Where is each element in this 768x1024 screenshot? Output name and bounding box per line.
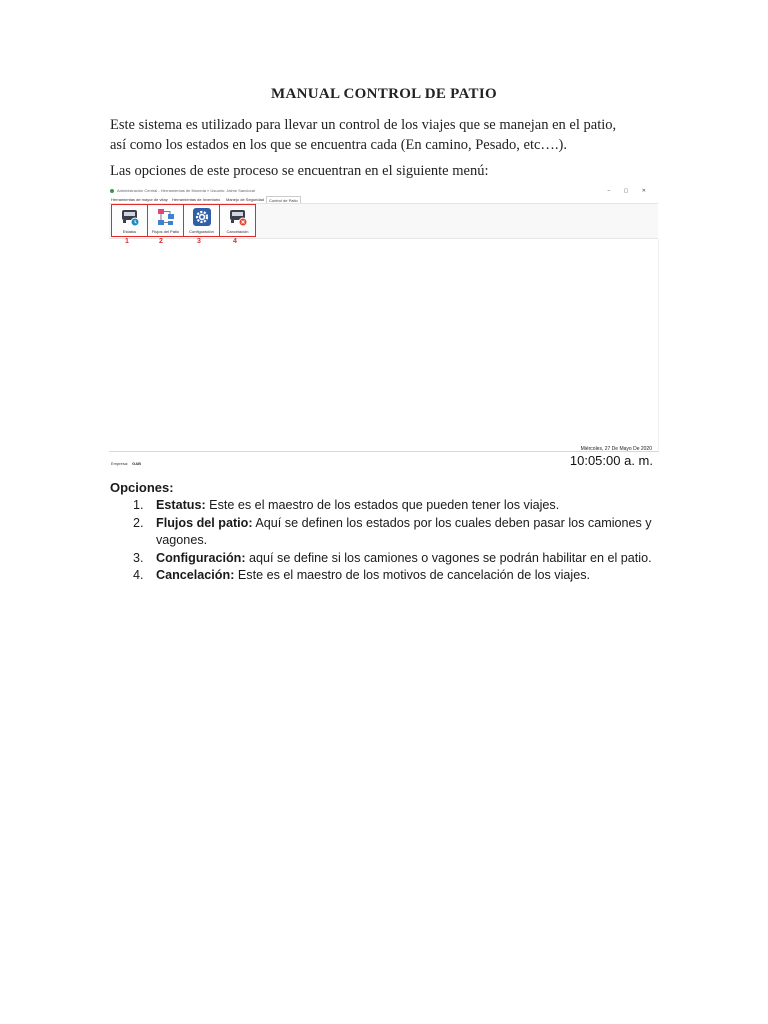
menu-intro-paragraph: Las opciones de este proceso se encuentran en el siguiente menú:	[110, 163, 489, 179]
list-item-text: Este es el maestro de los estados que pueden tener los viajes.	[205, 498, 560, 512]
list-item-number: 1.	[133, 498, 144, 512]
list-item-term: Estatus:	[156, 498, 206, 512]
list-item	[110, 515, 658, 550]
window-titlebar	[109, 186, 658, 196]
flow-diagram-icon	[156, 207, 176, 227]
work-area	[109, 239, 659, 452]
window-controls[interactable]: – ▢ ✕	[607, 188, 652, 194]
estatus-label: Estatus	[122, 229, 137, 234]
list-item	[110, 567, 658, 585]
flujos-patio-button[interactable]	[147, 204, 184, 237]
list-item-number: 4.	[133, 568, 144, 582]
list-item-term: Cancelación:	[156, 568, 235, 582]
intro-paragraph	[110, 115, 660, 155]
menubar	[109, 196, 658, 204]
gear-icon	[192, 207, 212, 227]
list-item-text: Este es el maestro de los motivos de cancelación de los viajes.	[234, 568, 590, 582]
menu-herramientas-inventario[interactable]: Herramientas de Inventario	[172, 197, 221, 202]
estatus-button[interactable]	[111, 204, 148, 237]
menu-manejo-seguridad[interactable]: Manejo de Seguridad	[226, 197, 265, 202]
truck-cancel-icon	[228, 207, 248, 227]
list-item	[110, 550, 658, 568]
tool-number-3: 3	[197, 238, 201, 245]
status-bar	[111, 461, 141, 466]
tool-number-2: 2	[159, 238, 163, 245]
document-title: MANUAL CONTROL DE PATIO	[271, 86, 497, 102]
cancelacion-label: Cancelación	[226, 229, 249, 234]
list-item-text: Aquí se definen los estados por los cuales deben pasar los camiones y vagones.	[156, 515, 652, 547]
truck-clock-icon	[120, 207, 140, 227]
configuracion-label: Configuración	[189, 229, 214, 234]
menu-herramientas-mayor[interactable]: Herramientas de mayor de vitay	[111, 197, 168, 202]
window-title: Administración Central - Herramientas de Moneda » Usuario: Jaime Sandoval	[117, 188, 255, 193]
date-display: Miércoles, 27 De Mayo De 2020	[580, 446, 652, 452]
tool-number-1: 1	[125, 238, 129, 245]
list-item-number: 3.	[133, 550, 144, 565]
options-heading: Opciones:	[110, 480, 174, 495]
status-value: GAB	[132, 461, 142, 466]
list-item-term: Configuración:	[156, 550, 246, 565]
flujos-patio-label: Flujos del Patio	[151, 229, 180, 234]
menu-control-patio[interactable]: Control de Patio	[266, 196, 301, 203]
intro-line-2: así como los estados en los que se encuentra cada (En camino, Pesado, etc….).	[110, 137, 568, 153]
list-item-term: Flujos del patio:	[156, 515, 253, 530]
status-label: Empresa:	[111, 461, 129, 466]
list-item	[110, 497, 658, 515]
options-list	[110, 497, 658, 585]
list-item-number: 2.	[133, 515, 144, 530]
cancelacion-button[interactable]	[219, 204, 256, 237]
configuracion-button[interactable]	[183, 204, 220, 237]
time-display: 10:05:00 a. m.	[569, 453, 653, 468]
app-logo-icon	[110, 189, 114, 193]
intro-line-1: Este sistema es utilizado para llevar un control de los viajes que se manejan en el patio,	[110, 117, 617, 133]
list-item-text: aquí se define si los camiones o vagones se podrán habilitar en el patio.	[245, 550, 652, 565]
tool-number-4: 4	[233, 238, 237, 245]
app-screenshot	[109, 186, 658, 468]
